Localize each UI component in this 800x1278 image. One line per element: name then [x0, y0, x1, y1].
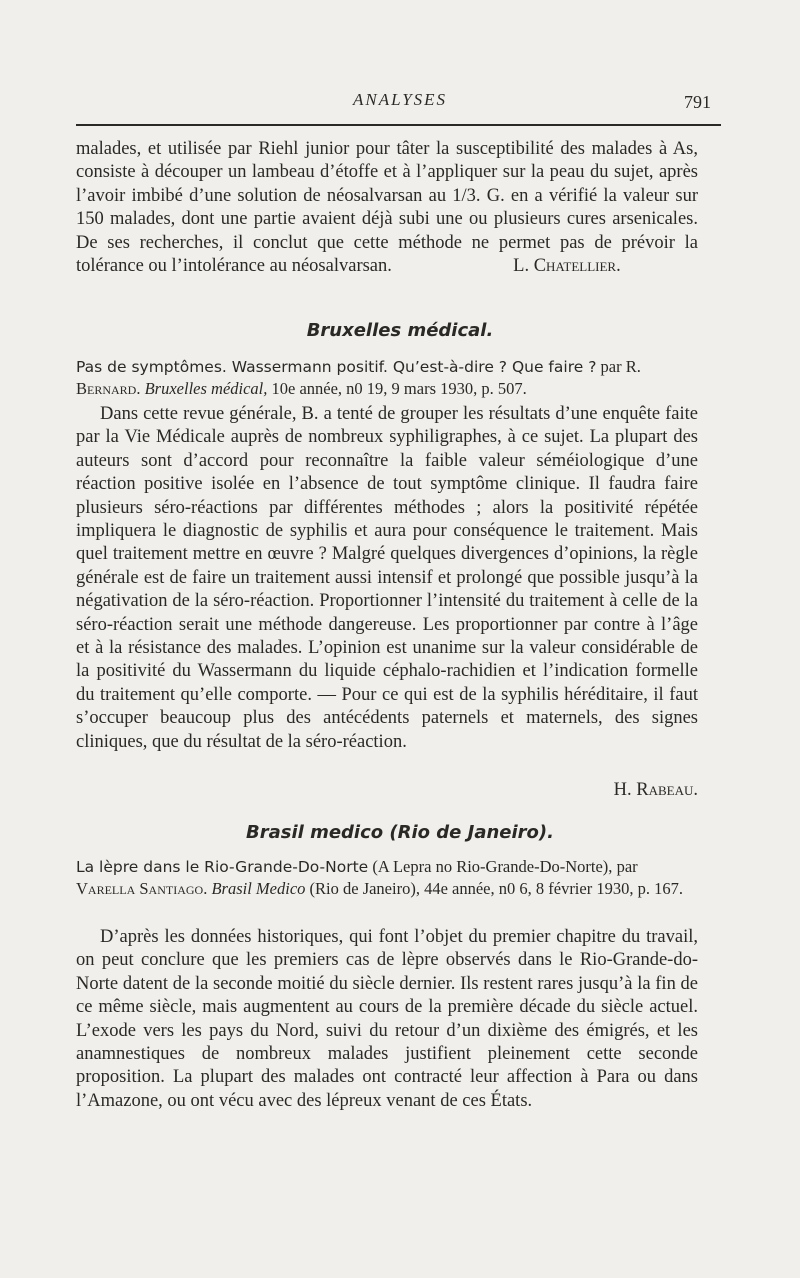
abstract-continuation — [76, 138, 698, 278]
entry-header-bruxelles — [76, 356, 700, 400]
running-title: ANALYSES — [352, 90, 448, 109]
section-title-brasil: Brasil medico (Rio de Janeiro). — [246, 822, 554, 843]
entry-citation: (Rio de Janeiro), 44e année, n0 6, 8 février 1930, p. 167. — [309, 879, 683, 898]
entry-header-brasil — [76, 856, 700, 900]
signature-rabeau: H. Rabeau. — [613, 780, 698, 800]
entry-author: Varella Santiago. — [76, 879, 208, 898]
signature-line-rabeau — [76, 779, 750, 802]
entry-title: La lèpre dans le Rio-Grande-Do-Norte — [76, 858, 369, 876]
entry-journal: Brasil Medico — [211, 879, 306, 898]
entry-title: Pas de symptômes. Wassermann positif. Qu’est-à-dire ? Que faire ? — [76, 358, 597, 376]
abstract-body-bruxelles: Dans cette revue générale, B. a tenté de grouper les résultats d’une enquête faite par la Vie Médicale auprès de nombreux syphiligraphes, à ce sujet. La plupart des auteurs sont d’accord pour reconnaître la faible valeur séméiologique d’une réaction positive isolée en l’absence de tout symptôme clinique. Il faudra faire plusieurs séro-réactions par différentes méthodes ; alors la positivité répétée impliquera le diagnostic de syphilis et aura pour conséquence le traitement. Mais quel traitement mettre en œuvre ? Malgré quelques divergences d’opinions, la règle générale est de faire un traitement aussi intensif et prolongé que possible jusqu’à la négativation de la séro-réaction. Proportionner l’intensité du traitement à celle de la séro-réaction serait une méthode dangereuse. Les proportionner par contre à l’âge et à la résistance des malades. L’opinion est unanime sur la valeur considérable de la positivité du Wassermann du liquide céphalo-rachidien et l’indication formelle du traitement qu’elle comporte. — Pour ce qui est de la syphilis héréditaire, il faut s’occuper beaucoup plus des antécédents paternels et maternels, des signes cliniques, que du résultat de la séro-réaction. — [76, 404, 698, 752]
entry-journal: Bruxelles médical, — [144, 379, 268, 398]
abstract-body-brasil: D’après les données historiques, qui font l’objet du premier chapitre du travail, on peut conclure que les premiers cas de lèpre observés dans le Rio-Grande-do-Norte datent de la seconde moitié du siècle dernier. Ils restent rares jusqu’à la fin de ce même siècle, mais augmentent au cours de la première décade du siècle actuel. L’exode vers les pays du Nord, suivi du retour d’un dixième des émigrés, et les anamnestiques de nombreux malades justifient pleinement cette seconde proposition. La plupart des malades ont contracté leur affection à Para ou dans l’Amazone, ou ont vécu avec des lépreux venant de ces États. — [76, 927, 698, 1111]
page-number: 791 — [684, 92, 711, 112]
section-title-bruxelles: Bruxelles médical. — [306, 320, 494, 341]
entry-by: par — [600, 357, 622, 376]
entry-by: par — [616, 857, 638, 876]
signature-chatellier: L. Chatellier. — [513, 256, 621, 277]
header-rule — [76, 124, 721, 126]
entry-original-title: (A Lepra no Rio-Grande-Do-Norte), — [372, 857, 613, 876]
entry-author: R. Bernard. — [76, 357, 641, 398]
abstract-continuation-text: malades, et utilisée par Riehl junior pour tâter la susceptibilité des malades à As, consiste à découper un lambeau d’étoffe et à l’appliquer sur la peau du sujet, après l’avoir imbibé d’une solution de néosalvarsan au 1/3. G. en a vérifié la valeur sur 150 malades, dont une partie avaient déjà subi une ou plusieurs cures arsenicales. De ses recherches, il conclut que cette méthode ne permet pas de prévoir la tolérance ou l’intolérance au néosalvarsan. — [76, 139, 698, 277]
entry-citation: 10e année, n0 19, 9 mars 1930, p. 507. — [271, 379, 527, 398]
